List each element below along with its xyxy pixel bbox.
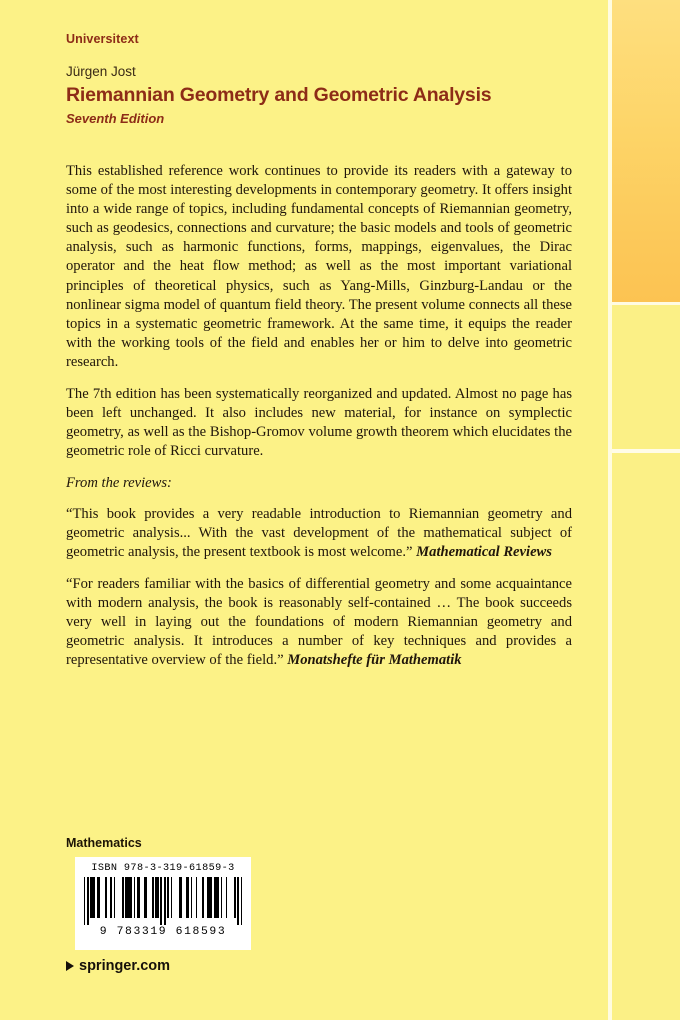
edition-label: Seventh Edition: [66, 111, 165, 126]
review-2-text: “For readers familiar with the basics of differential geometry and some acquaintance with modern analysis, the book is reasonably self-contained … The book succeeds very well in laying out the foundations of modern Riemannian geometry and geometric analysis. It introduces a number of key techniques and provides a representative overview of the field.”: [66, 575, 572, 669]
spine-orange-block: [612, 0, 680, 302]
barcode-bars: [83, 877, 243, 925]
blurb-text: [66, 162, 572, 683]
author-name: Jürgen Jost: [66, 64, 136, 79]
reviews-heading: From the reviews:: [66, 475, 172, 492]
subject-label: Mathematics: [66, 836, 142, 850]
review-2-source: Monatshefte für Mathematik: [287, 652, 462, 669]
isbn-number: ISBN 978-3-319-61859-3: [91, 863, 235, 874]
isbn-barcode: [75, 857, 251, 950]
barcode-digits: 9 783319 618593: [99, 926, 227, 938]
publisher-logo[interactable]: [66, 958, 170, 974]
spine-rule-lower: [612, 449, 680, 453]
review-quote-2: [66, 575, 572, 670]
blurb-paragraph-2: The 7th edition has been systematically reorganized and updated. Almost no page has been left unchanged. It also includes new material, for instance on symplectic geometry, as well as the Bishop-Gromov volume growth theorem which elucidates the geometric role of Ricci curvature.: [66, 386, 572, 460]
review-1-text: “This book provides a very readable introduction to Riemannian geometry and geometric analysis... With the vast development of the mathematical subject of geometric analysis, the present textbook is most welcome.”: [66, 505, 572, 560]
spine-rule-upper: [612, 302, 680, 305]
triangle-icon: [66, 961, 74, 971]
blurb-paragraph-1: This established reference work continues to provide its readers with a gateway to some of the most interesting developments in contemporary geometry. It offers insight into a wide range of topics, including fundamental concepts of Riemannian geometry, such as geodesics, connections and curvature; the basic models and tools of geometric analysis, such as harmonic functions, forms, mappings, eigenvalues, the Dirac operator and the heat flow method; as well as the most important variational principles of theoretical physics, such as Yang-Mills, Ginzburg-Landau or the nonlinear sigma model of quantum field theory. The present volume connects all these topics in a systematic geometric framework. At the same time, it equips the reader with the working tools of the field and enables her or him to delve into geometric research.: [66, 163, 572, 370]
series-name: Universitext: [66, 32, 139, 46]
spine-panel: [608, 0, 680, 1020]
review-1-source: Mathematical Reviews: [416, 543, 552, 560]
review-quote-1: [66, 505, 572, 562]
book-title: Riemannian Geometry and Geometric Analysis: [66, 84, 492, 106]
publisher-url: springer.com: [79, 958, 171, 974]
